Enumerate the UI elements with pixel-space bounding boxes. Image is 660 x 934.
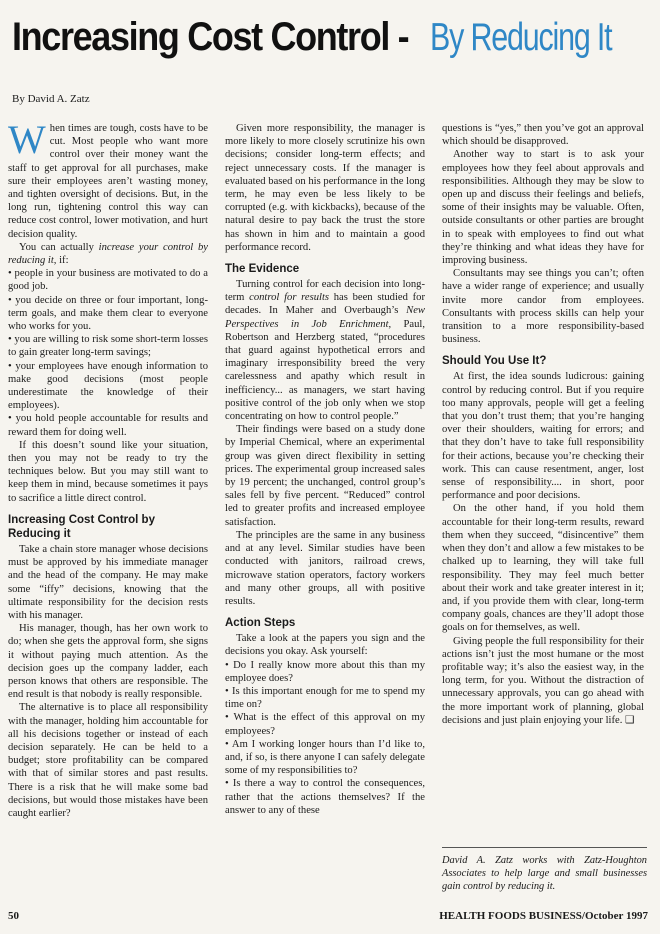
section-heading: Should You Use It? (442, 355, 547, 368)
intro-paragraph: When times are tough, costs have to be cut. Most people who want more control over their money want the staff to get approval for all purchases, make sure their employees aren’t wasting money, and tighten oversight of decisions. But, in the long run, tightening control this way can reduce cost control, lower motivation, and hurt decision quality. (8, 117, 208, 240)
section-heading: The Evidence (225, 263, 300, 276)
bullet-item: • you decide on three or four important, long-term goals, and make them clear to everyone who works for you. (8, 294, 208, 333)
section-heading: Increasing Cost Control by Reducing it (8, 513, 155, 540)
bullet-item: • Am I working longer hours than I’d like to, and, if so, is there anyone I can safely delegate some of my responsibilities to? (225, 738, 425, 777)
paragraph: questions is “yes,” then you’ve got an approval which should be disapproved. (442, 123, 644, 148)
paragraph: The alternative is to place all responsibility with the manager, holding him accountable for all his decisions together or instead of each decision separately. He can be held to a budget; store profitability can be compared with that of similar stores and past results. There is a risk that he will make some bad decisions, but would those mistakes have been caught earlier? (8, 702, 208, 819)
paragraph: Giving people the full responsibility for their actions isn’t just the most humane or the most profitable way; it’s also the easiest way, in the long term, for you. Without the distraction of unnecessary approvals, you can go ahead with the more important work of planning, global decisions and just plain enjoying your life. ❑ (442, 635, 644, 726)
column-2 (225, 122, 425, 817)
page-number: 50 (8, 910, 19, 922)
column-1 (8, 117, 208, 820)
paragraph: Turning control for each decision into long-term control for results has been studied for decades. In Maher and Overbaugh’s New Perspectives in Job Enrichment, Paul, Robertson and Herzberg stated, “procedures that guard against hypothetical errors and imaginary irresponsibility breed the very carelessness and apathy which result in inefficiency... as managers, we start having positive control of the job only when we stop concentrating on how to control people.” (225, 279, 426, 423)
paragraph: Given more responsibility, the manager is more likely to more closely scrutinize his own decisions; consider long-term effects; and reject unnecessary costs. If the manager is evaluated based on his performance in the long term, he may even be less likely to be corrupted (e.g. with kickbacks), because of the natural desire to pay back the trust the store has shown in him and to maintain a good performance record. (225, 123, 425, 253)
title-main: Increasing Cost Control - (12, 15, 409, 59)
author-bio: David A. Zatz works with Zatz-Houghton Associates to help large and small businesses gain control by reducing it. (442, 847, 647, 893)
bullet-item: • you are willing to risk some short-term losses to gain greater long-term savings; (8, 334, 208, 359)
paragraph: Another way to start is to ask your employees how they feel about approvals and responsibilities. Although they may be slow to open up and discuss their feelings and beliefs, some of their insights may be valuable. Often, outside consultants or other parties are brought in to speak with employees to find out what they’re thinking and what ideas they have for improving business. (442, 149, 644, 267)
title-sub: By Reducing It (430, 16, 612, 59)
bullet-item: • people in your business are motivated to do a good job. (8, 268, 208, 293)
publication-footer: HEALTH FOODS BUSINESS/October 1997 (439, 910, 648, 922)
section-heading: Action Steps (225, 617, 296, 630)
paragraph: You can actually increase your control by reducing it, if: (8, 241, 208, 267)
paragraph: If this doesn’t sound like your situation, then you may not be ready to try the techniques below. But you may still want to keep them in mind, because sometimes it pays to sacrifice a little direct control. (8, 439, 208, 504)
paragraph: Their findings were based on a study done by Imperial Chemical, where an experimental group was given direct flexibility in setting prices. The experimental group increased sales by 19 percent; the unchanged, control group’s sales fell by five percent. “Reduced” control led to greater profits and increased employee satisfaction. (225, 424, 425, 528)
bullet-item: • Do I really know more about this than my employee does? (225, 659, 425, 684)
paragraph: Take a look at the papers you sign and the decisions you okay. Ask yourself: (225, 633, 425, 658)
bullet-item: • What is the effect of this approval on my employees? (225, 712, 425, 737)
paragraph: At first, the idea sounds ludicrous: gaining control by reducing control. But if you require too many approvals, people will get a feeling that you don’t trust them; that you’re hanging over their shoulders, waiting for errors; and that they don’t have to take full responsibility for their actions, because you’re checking their work. This can cause resentment, anger, lost sense of responsibility.... in short, poor performance and poor decisions. (442, 371, 644, 502)
column-3 (442, 122, 644, 727)
article-title (12, 4, 652, 71)
bullet-item: • Is there a way to control the consequences, rather that the actions themselves? If the answer to any of these (225, 778, 425, 816)
paragraph: On the other hand, if you hold them accountable for their long-term results, reward them when they succeed, “disincentive” them when they don’t and allow a few mistakes to be chalked up to learning, they will take full responsibility. They may feel much better about their work and take greater interest in it; and, if you provide them with clear, long-term company goals, chances are they’ll adopt those goals on for themselves, as well. (442, 503, 644, 634)
drop-cap: W (8, 117, 46, 162)
byline: By David A. Zatz (12, 93, 90, 105)
bullet-item: • your employees have enough information to make good decisions (most people underestimate the knowledge of their employees). (8, 360, 208, 412)
paragraph: Take a chain store manager whose decisions must be approved by his immediate manager and the head of the company. He may make some “iffy” decisions, knowing that the ultimate responsibility for the decision rests with his manager. (8, 543, 208, 621)
paragraph: The principles are the same in any business and at any level. Similar studies have been conducted with janitors, railroad crews, microwave station operators, factory workers and many other groups, all with positive results. (225, 529, 425, 607)
paragraph: His manager, though, has her own work to do; when she gets the approval form, she signs it without paying much attention. As the decision goes up the company ladder, each person knows that others are responsible. The end result is that nobody is really responsible. (8, 623, 208, 701)
bullet-item: • you hold people accountable for results and reward them for doing well. (8, 413, 208, 438)
bullet-item: • Is this important enough for me to spend my time on? (225, 685, 425, 711)
paragraph: Consultants may see things you can’t; often have a wider range of experience; and usually invite more candor from employees. Consultants with process skills can help your transition to a more responsibility-based business. (442, 268, 644, 346)
